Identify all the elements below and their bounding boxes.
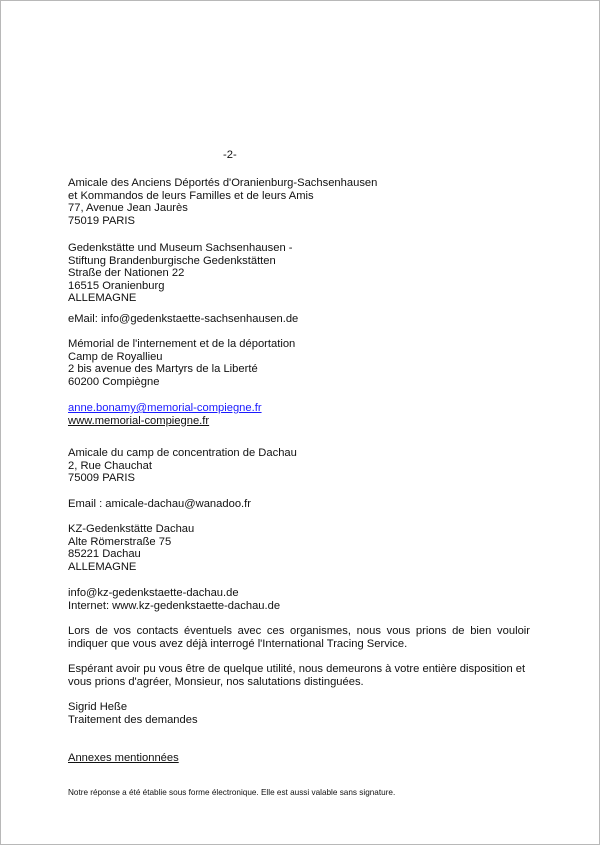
address-line: Camp de Royallieu: [68, 350, 163, 363]
address-line: et Kommandos de leurs Familles et de leurs Amis: [68, 189, 314, 202]
address-line: 60200 Compiègne: [68, 375, 160, 388]
website-link[interactable]: www.memorial-compiegne.fr: [68, 414, 210, 427]
address-line: ALLEMAGNE: [68, 292, 137, 305]
address-line: Straße der Nationen 22: [68, 267, 185, 280]
address-dachau-memorial: [68, 523, 530, 573]
email-text: info@kz-gedenkstaette-dachau.de: [68, 587, 239, 599]
website-text: Internet: www.kz-gedenkstaette-dachau.de: [68, 599, 281, 612]
address-line: Amicale des Anciens Déportés d'Oranienburg-Sachsenhausen: [68, 177, 378, 189]
address-compiegne-memorial: [68, 338, 530, 388]
links-compiegne: [68, 402, 530, 427]
address-line: 75009 PARIS: [68, 472, 135, 485]
address-line: 2 bis avenue des Martyrs de la Liberté: [68, 363, 258, 376]
address-line: Mémorial de l'internement et de la déportation: [68, 338, 296, 350]
address-line: 16515 Oranienburg: [68, 279, 165, 292]
address-line: KZ-Gedenkstätte Dachau: [68, 523, 195, 535]
address-line: 85221 Dachau: [68, 548, 141, 561]
address-line: Stiftung Brandenburgische Gedenkstätten: [68, 254, 276, 267]
footer-note: Notre réponse a été établie sous forme électronique. Elle est aussi valable sans signature.: [68, 788, 396, 797]
paragraph-closing: Espérant avoir pu vous être de quelque utilité, nous demeurons à votre entière disposition et vous prions d'agréer, Monsieur, nos salutations distinguées.: [68, 663, 526, 688]
paragraph-contacts: Lors de vos contacts éventuels avec ces organismes, nous vous prions de bien vouloir indiquer que vous avez déjà interrogé l'International Tracing Service.: [68, 625, 530, 650]
signature-name: Sigrid Heße: [68, 701, 128, 713]
signature-block: [68, 701, 530, 726]
page-number: -2-: [223, 149, 237, 161]
annexes-label: [68, 752, 530, 765]
address-line: 77, Avenue Jean Jaurès: [68, 202, 188, 215]
annexes-text: Annexes mentionnées: [68, 752, 179, 764]
signature-department: Traitement des demandes: [68, 713, 198, 726]
address-sachsenhausen-amicale: [68, 177, 530, 227]
email-link[interactable]: anne.bonamy@memorial-compiegne.fr: [68, 402, 262, 414]
contact-dachau-amicale-email: [68, 498, 530, 511]
address-dachau-amicale: [68, 447, 530, 485]
address-line: Gedenkstätte und Museum Sachsenhausen -: [68, 242, 293, 254]
contact-dachau-memorial: [68, 587, 530, 612]
address-line: 75019 PARIS: [68, 214, 135, 227]
address-line: ALLEMAGNE: [68, 560, 137, 573]
address-line: Amicale du camp de concentration de Dachau: [68, 447, 297, 459]
address-sachsenhausen-museum: [68, 242, 530, 305]
email-text: Email : amicale-dachau@wanadoo.fr: [68, 498, 251, 510]
email-text: eMail: info@gedenkstaette-sachsenhausen.de: [68, 313, 299, 325]
address-line: 2, Rue Chauchat: [68, 459, 152, 472]
contact-sachsenhausen-email: [68, 313, 530, 326]
address-line: Alte Römerstraße 75: [68, 535, 172, 548]
